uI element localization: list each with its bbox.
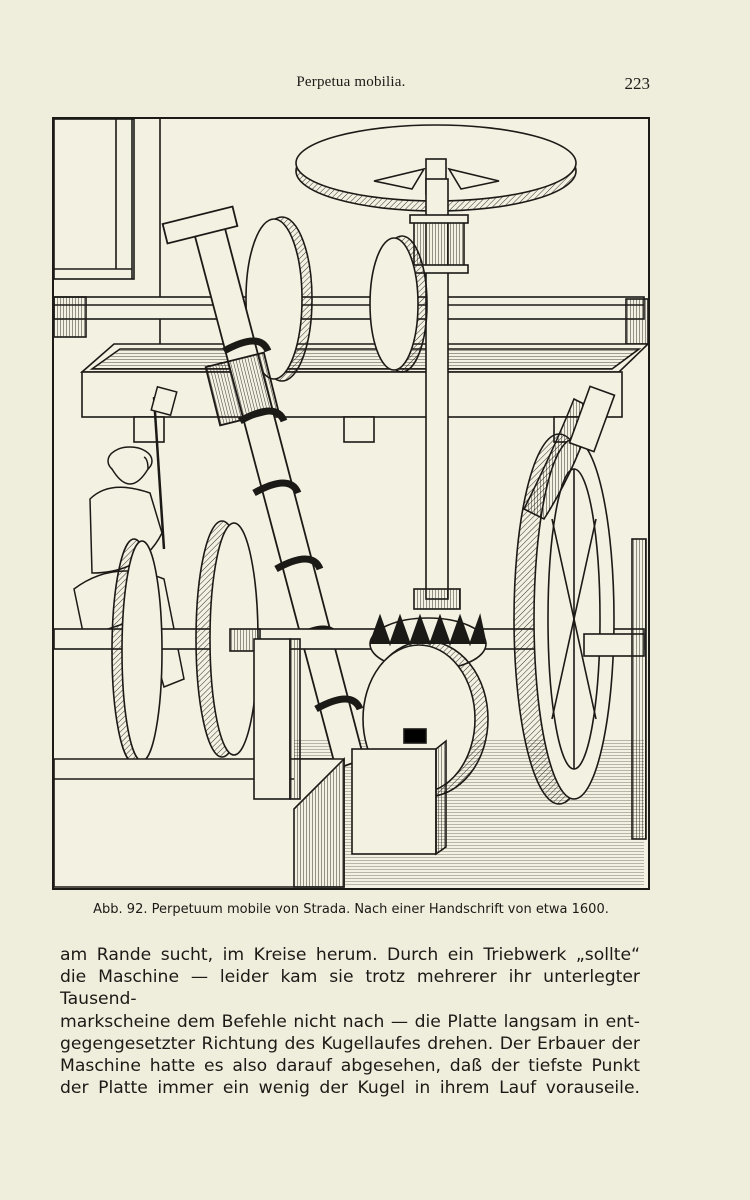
figure-caption: Abb. 92. Perpetuum mobile von Strada. Nach einer Handschrift von etwa 1600.	[93, 902, 609, 917]
figure-illustration	[52, 117, 650, 890]
page-number: 223	[624, 74, 650, 93]
perpetual-motion-engraving	[54, 119, 648, 888]
text-line: am Rande sucht, im Kreise herum. Durch ein Triebwerk „sollte“	[60, 945, 640, 965]
text-line: gegengesetzter Richtung des Kugellaufes drehen. Der Erbauer der	[60, 1033, 640, 1054]
upper-beam	[54, 297, 648, 344]
text-line: Maschine hatte es also darauf abgesehen, daß der tiefste Punkt	[60, 1056, 640, 1077]
text-line: der Platte immer ein wenig der Kugel in ihrem Lauf vorauseile.	[60, 1078, 640, 1099]
running-title: Perpetua mobilia.	[296, 74, 406, 90]
running-head	[52, 74, 650, 98]
text-line: die Maschine — leider kam sie trotz mehrerer ihr unterlegter Tausend-	[60, 967, 640, 1010]
stone-block	[352, 741, 446, 854]
text-line: markscheine dem Befehle nicht nach — die Platte langsam in ent-	[60, 1011, 640, 1032]
body-paragraph	[60, 944, 640, 1099]
